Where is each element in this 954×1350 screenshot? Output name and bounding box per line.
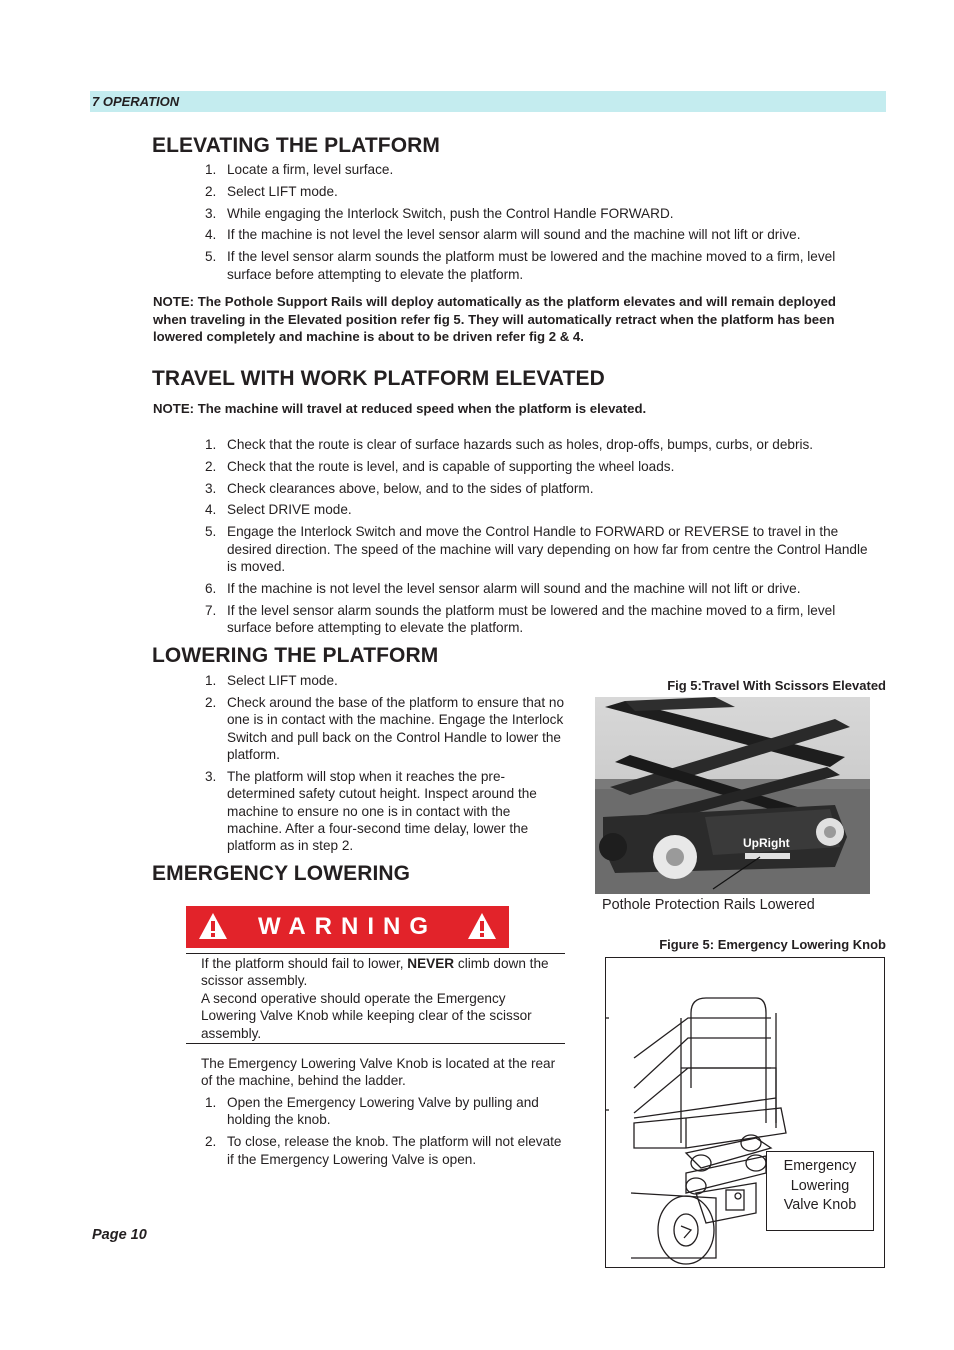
list-item: 2. Select LIFT mode. [205, 183, 338, 199]
list-item: 5. If the level sensor alarm sounds the platform must be lowered and the machine moved to a firm, level surface before attempting to elevate the platform. [205, 249, 836, 282]
brand-logo: UpRight [743, 836, 790, 850]
emergency-intro: The Emergency Lowering Valve Knob is located at the rear of the machine, behind the ladder. [201, 1056, 556, 1089]
list-item: 1. Open the Emergency Lowering Valve by pulling and holding the knob. [205, 1095, 539, 1128]
divider [186, 1043, 565, 1044]
emergency-title: EMERGENCY LOWERING [152, 862, 411, 885]
page-number: Page 10 [92, 1227, 147, 1243]
list-item: 2. To close, release the knob. The platform will not elevate if the Emergency Lowering Valve is open. [205, 1134, 562, 1167]
list-item: 3. Check clearances above, below, and to the sides of platform. [205, 480, 594, 496]
section-header-bar [90, 91, 886, 112]
list-item: 1. Locate a firm, level surface. [205, 162, 394, 177]
travel-steps [205, 436, 880, 641]
scissor-lift-photo [595, 697, 870, 894]
list-item: 2. Check that the route is level, and is capable of supporting the wheel loads. [205, 458, 675, 474]
list-item: 1. Select LIFT mode. [205, 673, 338, 688]
travel-title: TRAVEL WITH WORK PLATFORM ELEVATED [152, 367, 605, 390]
list-item: 6. If the machine is not level the level sensor alarm will sound and the machine will not lift or drive. [205, 580, 801, 596]
lowering-title: LOWERING THE PLATFORM [152, 644, 439, 667]
list-item: 1. Check that the route is clear of surface hazards such as holes, drop-offs, bumps, curbs, or debris. [205, 437, 814, 452]
warning-banner [186, 906, 509, 948]
list-item: 4. If the machine is not level the level sensor alarm will sound and the machine will not lift or drive. [205, 227, 801, 243]
elevating-title: ELEVATING THE PLATFORM [152, 134, 441, 157]
fig-emergency-caption: Figure 5: Emergency Lowering Knob [659, 937, 886, 952]
elevating-note: NOTE: The Pothole Support Rails will deploy automatically as the platform elevates and will remain deployed when traveling in the Elevated position refer fig 5. They will automatically retract when the platform has been lowered completely and machine is about to be driven refer fig 2 & 4. [153, 294, 836, 344]
list-item: 2. Check around the base of the platform to ensure that no one is in contact with the machine. Engage the Interlock Switch and pull back on the Control Handle to lower the platform. [205, 694, 565, 763]
list-item: 7. If the level sensor alarm sounds the platform must be lowered and the machine moved to a firm, level surface before attempting to elevate the platform. [205, 602, 836, 635]
list-item: 3. The platform will stop when it reaches the pre-determined safety cutout height. Inspect around the machine to ensure no one is in contact with the machine. After a four-second time delay, lower the platform as in step 2. [205, 768, 537, 854]
emergency-knob-label: Emergency Lowering Valve Knob [766, 1151, 874, 1231]
travel-note: NOTE: The machine will travel at reduced speed when the platform is elevated. [153, 401, 647, 416]
list-item: 5. Engage the Interlock Switch and move the Control Handle to FORWARD or REVERSE to travel in the desired direction. The speed of the machine will vary depending on how far from centre the Control Handle is moved. [205, 524, 868, 574]
list-item: 4. Select DRIVE mode. [205, 502, 352, 518]
warning-triangle-icon [467, 912, 497, 940]
elevating-steps [205, 161, 880, 287]
warning-label: WARNING [258, 913, 437, 940]
section-header-label: 7 OPERATION [92, 94, 180, 109]
lowering-steps [205, 672, 569, 859]
emergency-steps [205, 1094, 569, 1172]
warning-text: If the platform should fail to lower, NEVER climb down the scissor assembly. A second operative should operate the Emergency Lowering Valve Knob while keeping clear of the scissor assembly. [201, 956, 549, 1041]
fig-travel-caption: Fig 5:Travel With Scissors Elevated [667, 678, 886, 693]
fig-travel-label: Pothole Protection Rails Lowered [602, 897, 815, 913]
list-item: 3. While engaging the Interlock Switch, push the Control Handle FORWARD. [205, 205, 674, 221]
divider [186, 953, 565, 954]
